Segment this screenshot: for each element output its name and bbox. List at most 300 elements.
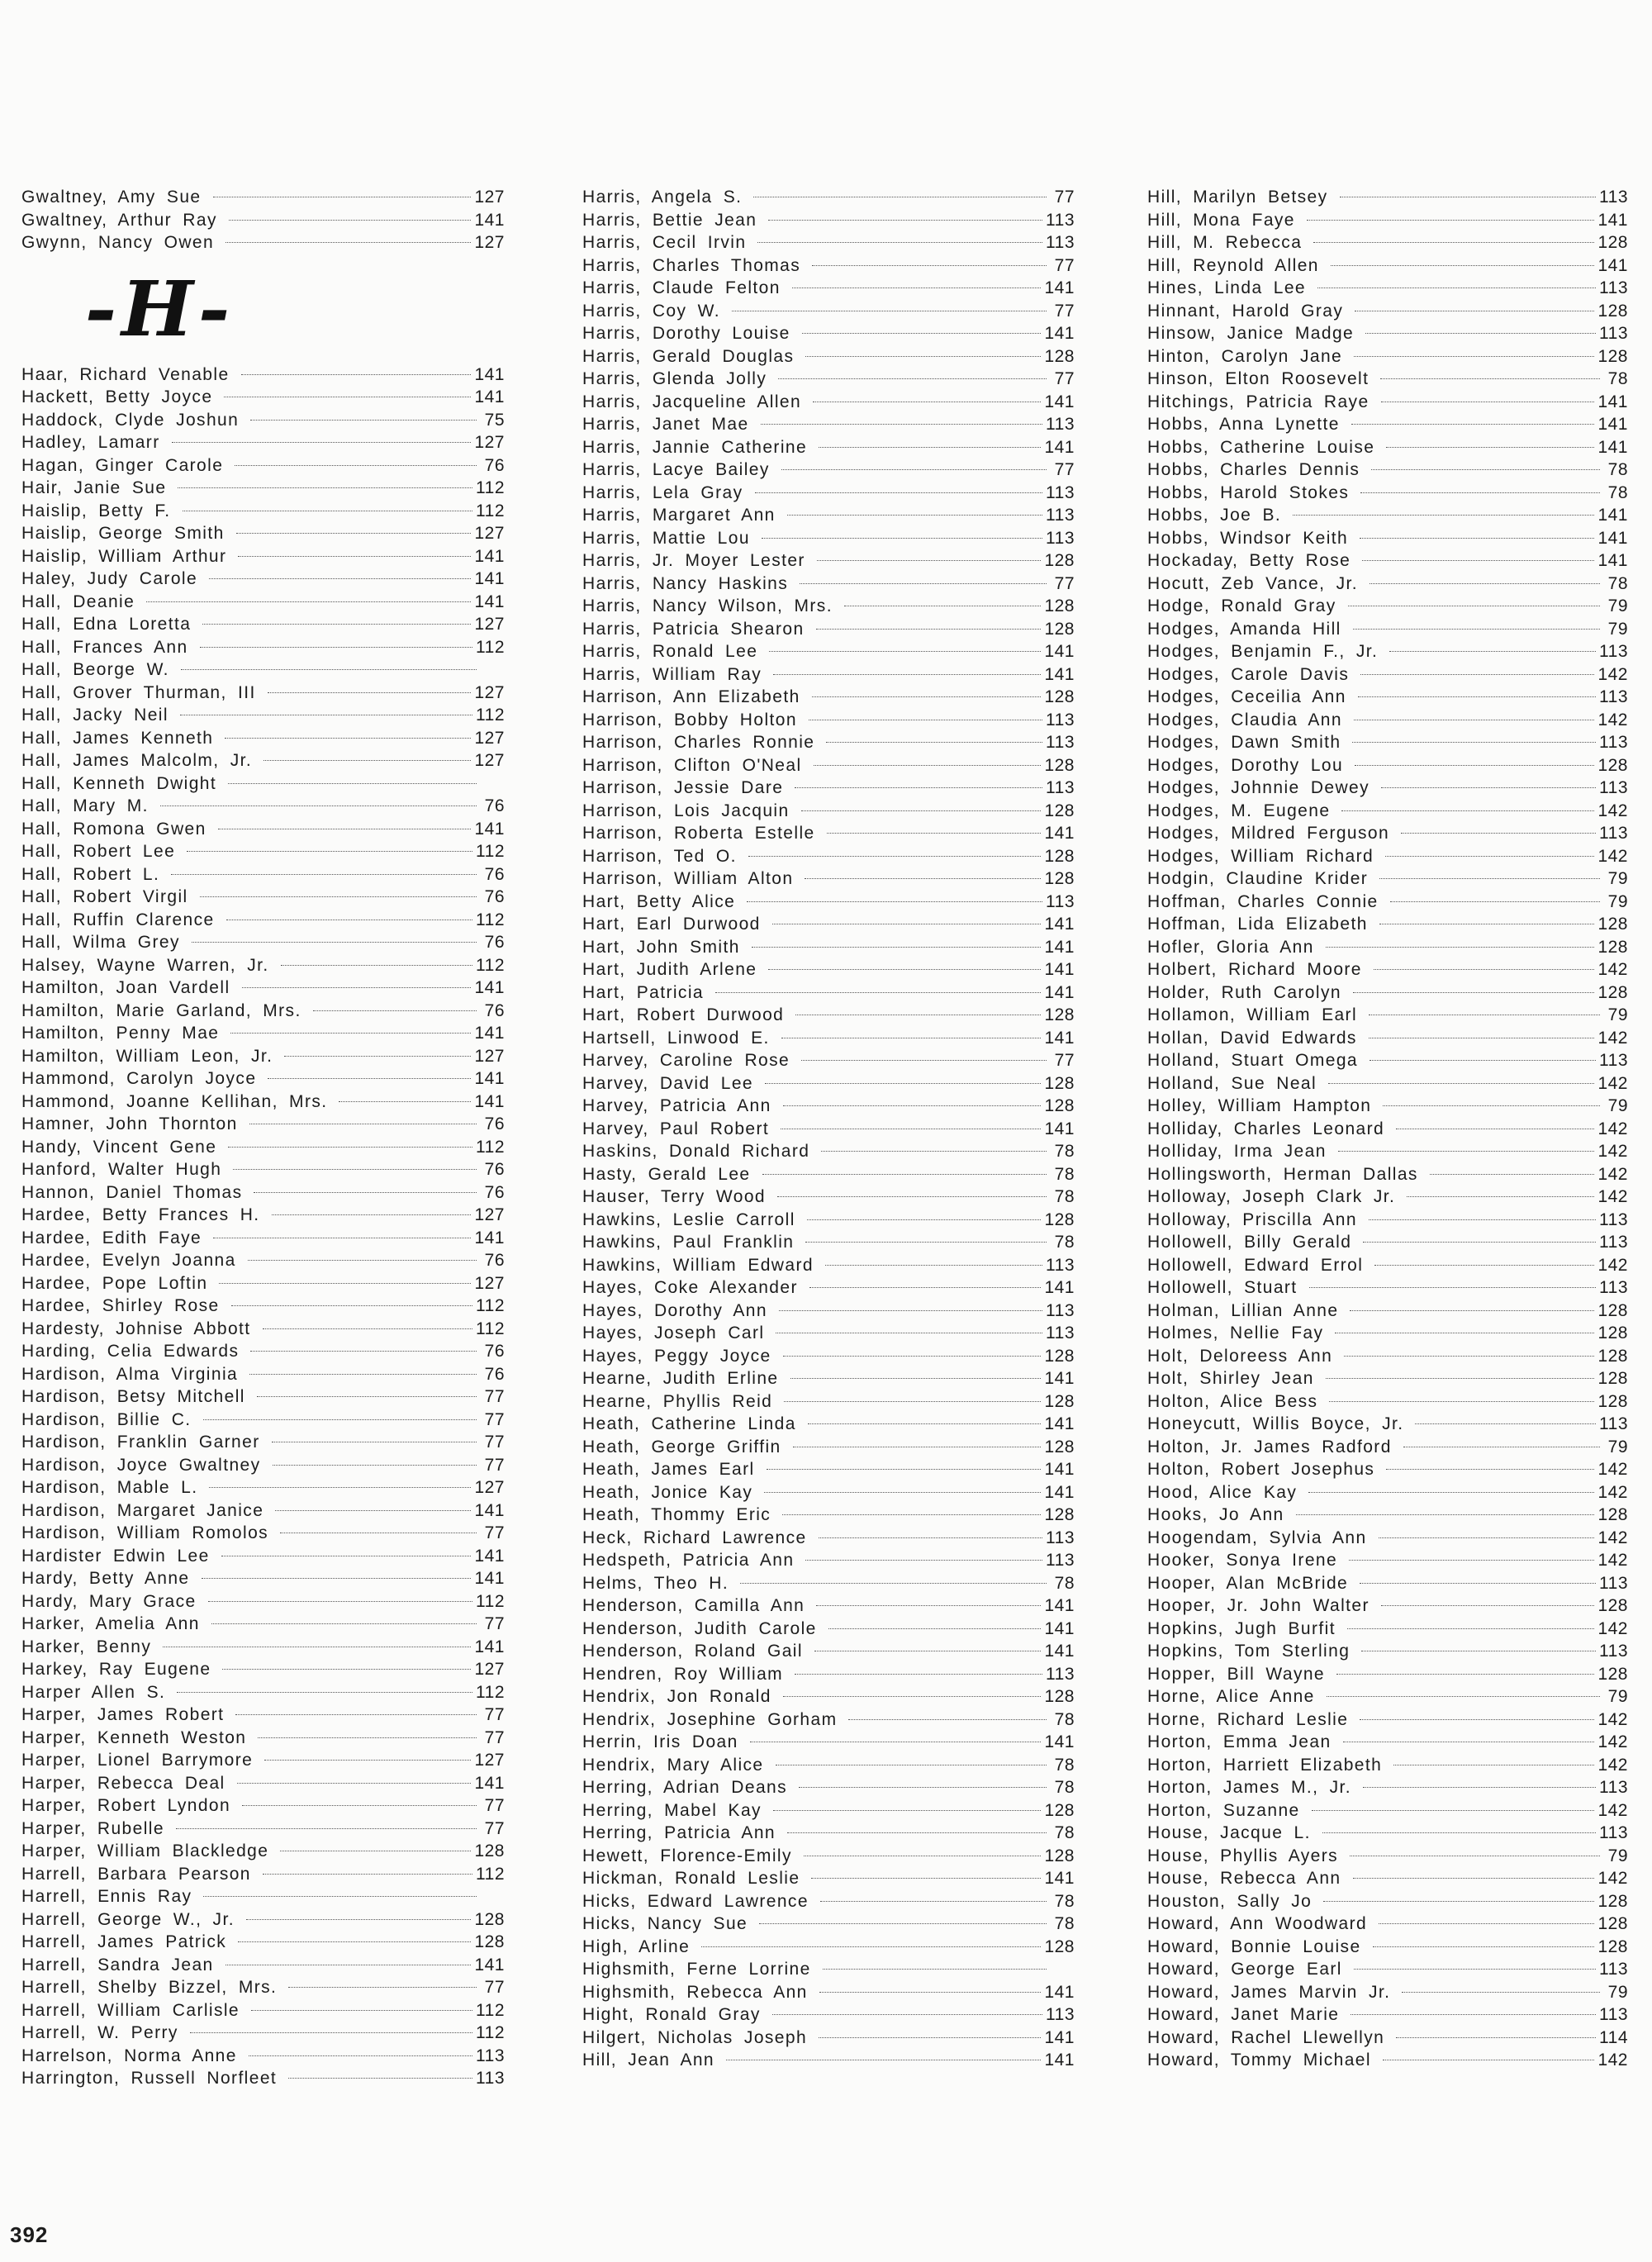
index-entry — [582, 1367, 1075, 1390]
dot-leader — [203, 1896, 477, 1897]
entry-name: Hardison, Margaret Janice — [21, 1500, 264, 1520]
entry-page-number: 141 — [1044, 1618, 1075, 1638]
dot-leader — [228, 783, 477, 784]
dot-leader — [246, 1919, 472, 1920]
index-entry — [1147, 1413, 1628, 1436]
entry-page-number: 141 — [1044, 437, 1075, 457]
dot-leader — [802, 333, 1042, 334]
index-entry — [21, 1113, 505, 1136]
dot-leader — [826, 742, 1042, 743]
entry-name: Hall, Beorge W. — [21, 660, 169, 679]
index-entry — [582, 1640, 1075, 1663]
entry-page-number: 112 — [476, 501, 505, 520]
entry-name: Hall, Kenneth Dwight — [21, 773, 217, 793]
index-entry — [21, 409, 505, 432]
index-entry — [1147, 186, 1628, 209]
entry-name: Harris, William Ray — [582, 664, 762, 684]
dot-leader — [1401, 833, 1596, 834]
dot-leader — [764, 1492, 1041, 1493]
entry-name: Hollingsworth, Herman Dallas — [1147, 1164, 1418, 1184]
entry-page-number: 141 — [1597, 415, 1628, 434]
entry-name: Hendrix, Jon Ronald — [582, 1687, 771, 1706]
dot-leader — [1370, 1060, 1596, 1061]
index-entry — [582, 1186, 1075, 1209]
entry-page-number: 113 — [1599, 1778, 1628, 1797]
index-entry — [582, 686, 1075, 709]
entry-page-number: 113 — [1046, 778, 1075, 797]
dot-leader — [225, 738, 471, 739]
index-entry — [582, 1708, 1075, 1732]
entry-name: Hamilton, Marie Garland, Mrs. — [21, 1000, 301, 1020]
entry-page-number: 127 — [474, 1478, 505, 1497]
entry-page-number: 113 — [1599, 1823, 1628, 1842]
entry-page-number: 79 — [1607, 869, 1628, 888]
entry-name: Highsmith, Ferne Lorrine — [582, 1960, 811, 1979]
entry-name: Hilgert, Nicholas Joseph — [582, 2027, 808, 2047]
entry-name: Hall, Ruffin Clarence — [21, 910, 215, 929]
dot-leader — [237, 1783, 472, 1784]
index-entry — [582, 845, 1075, 868]
dot-leader — [1313, 242, 1594, 243]
index-entry — [582, 1481, 1075, 1504]
dot-leader — [1326, 1378, 1595, 1379]
entry-page-number: 128 — [1044, 1346, 1075, 1366]
index-entry — [582, 1163, 1075, 1186]
entry-page-number: 141 — [1044, 824, 1075, 843]
entry-name: Harrison, Ted O. — [582, 846, 737, 866]
entry-page-number: 113 — [1599, 1209, 1628, 1229]
entry-name: Hitchings, Patricia Raye — [1147, 392, 1370, 411]
dot-leader — [1383, 1105, 1600, 1106]
dot-leader — [1293, 515, 1594, 516]
entry-name: Hanford, Walter Hugh — [21, 1160, 222, 1179]
dot-leader — [272, 1214, 472, 1215]
entry-name: Holman, Lillian Anne — [1147, 1300, 1339, 1320]
entry-name: Hardee, Pope Loftin — [21, 1273, 208, 1293]
dot-leader — [825, 1265, 1042, 1266]
entry-page-number: 128 — [1044, 1687, 1075, 1706]
entry-name: Hooks, Jo Ann — [1147, 1505, 1284, 1524]
entry-page-number: 141 — [1597, 506, 1628, 525]
dot-leader — [203, 1419, 477, 1420]
dot-leader — [1358, 696, 1596, 697]
entry-page-number: 112 — [476, 910, 505, 929]
index-entry — [1147, 1913, 1628, 1936]
dot-leader — [187, 851, 472, 852]
entry-page-number: 141 — [1044, 1596, 1075, 1615]
index-entry — [21, 1022, 505, 1045]
entry-page-number: 77 — [484, 1705, 505, 1724]
entry-page-number: 76 — [484, 887, 505, 906]
dot-leader — [1355, 765, 1594, 766]
entry-page-number: 141 — [474, 546, 505, 566]
entry-name: Heath, Jonice Kay — [582, 1482, 753, 1502]
dot-leader — [1381, 1605, 1595, 1606]
entry-name: Hawkins, Paul Franklin — [582, 1233, 795, 1252]
entry-name: Houston, Sally Jo — [1147, 1891, 1313, 1911]
entry-page-number: 142 — [1597, 664, 1628, 684]
dot-leader — [235, 1714, 477, 1715]
index-entry — [21, 886, 505, 909]
entry-page-number: 141 — [474, 819, 505, 839]
dot-leader — [1390, 901, 1600, 902]
index-entry — [1147, 1254, 1628, 1277]
entry-page-number: 128 — [1597, 937, 1628, 957]
entry-name: Hopper, Bill Wayne — [1147, 1664, 1326, 1684]
dot-leader — [1360, 1583, 1596, 1584]
index-entry — [21, 1249, 505, 1272]
dot-leader — [1353, 629, 1600, 630]
entry-page-number: 76 — [484, 933, 505, 952]
index-entry — [21, 1067, 505, 1091]
entry-page-number: 128 — [1597, 346, 1628, 366]
dot-leader — [254, 1192, 477, 1193]
index-entry — [21, 1522, 505, 1545]
entry-page-number: 141 — [474, 364, 505, 384]
entry-name: Hamilton, William Leon, Jr. — [21, 1046, 273, 1066]
entry-name: Harrell, Sandra Jean — [21, 1955, 214, 1974]
entry-name: Harris, Cecil Irvin — [582, 233, 747, 252]
index-entry — [1147, 1549, 1628, 1572]
entry-name: Hill, Jean Ann — [582, 2051, 715, 2070]
entry-page-number: 141 — [1597, 210, 1628, 230]
dot-leader — [273, 1465, 477, 1466]
index-entry — [582, 1458, 1075, 1481]
entry-name: Hall, Robert Lee — [21, 842, 176, 861]
index-entry — [21, 1908, 505, 1932]
entry-page-number: 113 — [1046, 506, 1075, 525]
index-entry — [582, 209, 1075, 232]
entry-name: Harvey, David Lee — [582, 1073, 753, 1093]
dot-leader — [281, 965, 472, 966]
entry-name: Harker, Benny — [21, 1637, 152, 1656]
index-entry — [1147, 549, 1628, 573]
entry-page-number: 113 — [1599, 1278, 1628, 1297]
dot-leader — [177, 1692, 472, 1693]
entry-page-number: 78 — [1054, 1142, 1075, 1161]
dot-leader — [783, 1356, 1042, 1357]
index-entry — [21, 1454, 505, 1477]
entry-name: Hendrix, Josephine Gorham — [582, 1709, 838, 1729]
entry-page-number: 76 — [484, 796, 505, 815]
entry-name: Harper, Rebecca Deal — [21, 1773, 225, 1793]
index-entry — [1147, 1799, 1628, 1822]
index-entry — [21, 1227, 505, 1250]
index-entry — [1147, 1776, 1628, 1799]
entry-name: Hadley, Lamarr — [21, 433, 160, 452]
index-entry — [582, 936, 1075, 959]
index-entry — [582, 1345, 1075, 1368]
entry-name: Gwaltney, Amy Sue — [21, 188, 202, 207]
entry-name: Harris, Lela Gray — [582, 482, 743, 502]
dot-leader — [190, 2032, 472, 2033]
index-entry — [582, 2003, 1075, 2027]
dot-leader — [1360, 538, 1594, 539]
entry-name: Hartsell, Linwood E. — [582, 1028, 770, 1048]
entry-page-number: 113 — [1046, 1255, 1075, 1275]
index-entry — [1147, 913, 1628, 936]
entry-name: Hayes, Dorothy Ann — [582, 1300, 767, 1320]
entry-name: Hewett, Florence-Emily — [582, 1846, 792, 1865]
entry-name: Harrell, Shelby Bizzel, Mrs. — [21, 1978, 278, 1997]
index-entry — [21, 1658, 505, 1681]
dot-leader — [1379, 1537, 1595, 1538]
entry-page-number: 128 — [1597, 1391, 1628, 1411]
entry-page-number: 141 — [1044, 1369, 1075, 1388]
entry-page-number: 113 — [1046, 1323, 1075, 1342]
index-entry — [582, 822, 1075, 845]
entry-name: Harper, Lionel Barrymore — [21, 1751, 254, 1770]
index-entry — [582, 1845, 1075, 1868]
entry-page-number: 141 — [474, 1228, 505, 1247]
index-entry — [582, 1936, 1075, 1959]
dot-leader — [250, 420, 477, 421]
entry-name: Harrell, Barbara Pearson — [21, 1864, 251, 1884]
entry-name: Howard, Tommy Michael — [1147, 2051, 1371, 2070]
entry-page-number: 141 — [1597, 437, 1628, 457]
entry-page-number: 128 — [1044, 1846, 1075, 1865]
entry-page-number: 78 — [1054, 1914, 1075, 1933]
entry-name: Hodges, Dorothy Lou — [1147, 755, 1344, 775]
entry-name: Hobbs, Joe B. — [1147, 506, 1282, 525]
dot-leader — [230, 1033, 471, 1034]
index-column-3 — [1147, 186, 1628, 2072]
index-entry — [582, 663, 1075, 687]
dot-leader — [284, 1056, 471, 1057]
entry-name: Hodge, Ronald Gray — [1147, 596, 1336, 615]
entry-name: Herring, Adrian Deans — [582, 1778, 788, 1797]
entry-name: Hardison, Franklin Garner — [21, 1433, 260, 1452]
entry-page-number: 113 — [1046, 1551, 1075, 1570]
entry-page-number: 142 — [1597, 1755, 1628, 1775]
index-entry — [21, 795, 505, 818]
entry-page-number: 128 — [1044, 1936, 1075, 1956]
entry-page-number: 79 — [1607, 891, 1628, 911]
index-entry — [21, 500, 505, 523]
entry-page-number: 142 — [1597, 801, 1628, 820]
index-entry — [21, 1545, 505, 1568]
entry-name: Hall, Deanie — [21, 592, 135, 611]
entry-page-number: 142 — [1597, 1119, 1628, 1138]
index-entry — [21, 1431, 505, 1454]
entry-name: Hollowell, Stuart — [1147, 1278, 1298, 1297]
entry-page-number: 78 — [1054, 1233, 1075, 1252]
entry-name: Hart, Earl Durwood — [582, 915, 761, 934]
dot-leader — [219, 1283, 471, 1284]
entry-page-number: 77 — [1054, 188, 1075, 207]
index-entry — [582, 1618, 1075, 1641]
index-entry — [21, 1636, 505, 1659]
dot-leader — [209, 1487, 471, 1488]
entry-page-number: 128 — [1044, 1096, 1075, 1115]
entry-name: Harris, Mattie Lou — [582, 528, 750, 548]
entry-name: Hawkins, Leslie Carroll — [582, 1209, 795, 1229]
index-entry — [1147, 1004, 1628, 1027]
entry-page-number: 79 — [1607, 1437, 1628, 1457]
dot-leader — [1374, 1265, 1594, 1266]
entry-page-number: 141 — [1044, 1642, 1075, 1661]
dot-leader — [202, 1578, 472, 1579]
index-entry — [1147, 731, 1628, 754]
dot-leader — [146, 601, 471, 602]
dot-leader — [1312, 1810, 1595, 1811]
entry-name: Gwynn, Nancy Owen — [21, 233, 215, 252]
dot-leader — [236, 533, 472, 534]
index-entry — [1147, 1685, 1628, 1708]
entry-name: Harrison, Lois Jacquin — [582, 801, 790, 820]
index-column-2 — [582, 186, 1075, 2072]
dot-leader — [225, 242, 471, 243]
dot-leader — [1407, 1196, 1594, 1197]
index-entry — [21, 1000, 505, 1023]
dot-leader — [783, 1105, 1042, 1106]
index-entry — [1147, 800, 1628, 823]
index-entry — [21, 1045, 505, 1068]
entry-name: Holt, Deloreess Ann — [1147, 1346, 1333, 1366]
entry-page-number: 77 — [1054, 1051, 1075, 1070]
entry-name: Hardee, Evelyn Joanna — [21, 1251, 236, 1270]
entry-name: Hodges, Dawn Smith — [1147, 733, 1341, 752]
index-entry — [21, 591, 505, 614]
entry-page-number: 141 — [1044, 1982, 1075, 2002]
dot-leader — [1386, 1469, 1594, 1470]
entry-name: Hall, Robert L. — [21, 864, 160, 884]
index-entry — [582, 1527, 1075, 1550]
dot-leader — [807, 1219, 1042, 1220]
index-entry — [1147, 1504, 1628, 1527]
index-entry — [582, 504, 1075, 527]
index-entry — [582, 867, 1075, 891]
entry-name: Hannon, Daniel Thomas — [21, 1182, 243, 1202]
entry-name: Hicks, Edward Lawrence — [582, 1891, 809, 1911]
entry-name: Henderson, Judith Carole — [582, 1618, 817, 1638]
entry-name: Harrell, William Carlisle — [21, 2000, 240, 2020]
dot-leader — [233, 1169, 477, 1170]
dot-leader — [1379, 878, 1600, 879]
index-entry — [21, 931, 505, 954]
dot-leader — [781, 469, 1047, 470]
index-entry — [1147, 686, 1628, 709]
entry-page-number: 128 — [1044, 1391, 1075, 1411]
dot-leader — [1402, 1992, 1600, 1993]
entry-page-number: 127 — [474, 682, 505, 702]
entry-page-number: 113 — [1599, 687, 1628, 706]
dot-leader — [1363, 1787, 1596, 1788]
entry-page-number: 112 — [476, 706, 505, 725]
entry-name: Hardee, Shirley Rose — [21, 1296, 220, 1315]
entry-name: Harris, Margaret Ann — [582, 506, 776, 525]
index-entry — [1147, 1027, 1628, 1050]
entry-name: Hall, Jacky Neil — [21, 706, 169, 725]
entry-page-number: 112 — [476, 842, 505, 861]
entry-name: Heath, Catherine Linda — [582, 1414, 796, 1433]
entry-page-number: 141 — [1044, 2027, 1075, 2047]
entry-page-number: 77 — [484, 1978, 505, 1997]
entry-name: Harris, Jr. Moyer Lester — [582, 551, 805, 570]
entry-name: Harvey, Paul Robert — [582, 1119, 770, 1138]
entry-page-number: 141 — [1044, 1119, 1075, 1138]
entry-name: Hearne, Judith Erline — [582, 1369, 779, 1388]
dot-leader — [823, 1969, 1047, 1970]
entry-page-number: 141 — [1044, 324, 1075, 343]
entry-page-number: 113 — [1599, 733, 1628, 752]
entry-page-number: 128 — [1044, 869, 1075, 888]
index-entry — [1147, 867, 1628, 891]
dot-leader — [209, 578, 471, 579]
entry-name: Hardison, Betsy Mitchell — [21, 1387, 245, 1406]
index-entry — [1147, 1845, 1628, 1868]
index-entry — [582, 1413, 1075, 1436]
dot-leader — [783, 1696, 1042, 1697]
entry-name: Howard, James Marvin Jr. — [1147, 1982, 1391, 2002]
entry-name: Holton, Robert Josephus — [1147, 1460, 1375, 1479]
dot-leader — [1338, 1151, 1595, 1152]
entry-page-number: 141 — [474, 592, 505, 611]
entry-page-number: 113 — [1599, 1233, 1628, 1252]
entry-name: Hood, Alice Kay — [1147, 1482, 1298, 1502]
entry-name: Hagan, Ginger Carole — [21, 455, 224, 475]
entry-page-number: 114 — [1599, 2027, 1628, 2047]
dot-leader — [795, 787, 1042, 788]
index-entry — [21, 1204, 505, 1227]
dot-leader — [238, 556, 471, 557]
index-entry — [1147, 822, 1628, 845]
index-entry — [21, 909, 505, 932]
entry-page-number: 113 — [1046, 1300, 1075, 1320]
dot-leader — [171, 874, 477, 875]
entry-name: Harvey, Patricia Ann — [582, 1096, 771, 1115]
entry-page-number: 141 — [474, 569, 505, 588]
dot-leader — [777, 1196, 1047, 1197]
index-entry — [21, 1091, 505, 1114]
entry-page-number: 79 — [1607, 619, 1628, 639]
dot-leader — [1328, 1083, 1594, 1084]
entry-name: Hall, James Kenneth — [21, 728, 214, 748]
index-entry — [1147, 1072, 1628, 1095]
dot-leader — [251, 2010, 472, 2011]
index-entry — [582, 891, 1075, 914]
entry-page-number: 79 — [1607, 1982, 1628, 2002]
index-entry — [21, 613, 505, 636]
index-entry — [582, 1981, 1075, 2004]
index-entry — [582, 1822, 1075, 1845]
entry-page-number: 113 — [1599, 278, 1628, 297]
index-entry — [1147, 436, 1628, 459]
entry-name: Holley, William Hampton — [1147, 1096, 1372, 1115]
entry-page-number: 76 — [484, 1160, 505, 1179]
entry-name: Harper, Robert Lyndon — [21, 1796, 231, 1815]
index-entry — [21, 1794, 505, 1818]
index-entry — [1147, 2003, 1628, 2027]
dot-leader — [1296, 1514, 1595, 1515]
entry-name: Hackett, Betty Joyce — [21, 387, 213, 406]
index-entry — [1147, 1436, 1628, 1459]
dot-leader — [200, 647, 472, 648]
entry-page-number: 113 — [1599, 1414, 1628, 1433]
entry-page-number: 141 — [474, 1546, 505, 1566]
entry-name: Holliday, Charles Leonard — [1147, 1119, 1385, 1138]
entry-page-number: 141 — [1044, 278, 1075, 297]
entry-page-number: 113 — [1046, 710, 1075, 729]
entry-name: Honeycutt, Willis Boyce, Jr. — [1147, 1414, 1404, 1433]
index-entry — [1147, 1118, 1628, 1141]
index-entry — [21, 2045, 505, 2068]
entry-name: Harris, Lacye Bailey — [582, 460, 770, 479]
dot-leader — [801, 1060, 1047, 1061]
entry-page-number: 142 — [1597, 846, 1628, 866]
index-entry — [582, 1140, 1075, 1163]
entry-name: Hardesty, Johnise Abbott — [21, 1319, 251, 1338]
